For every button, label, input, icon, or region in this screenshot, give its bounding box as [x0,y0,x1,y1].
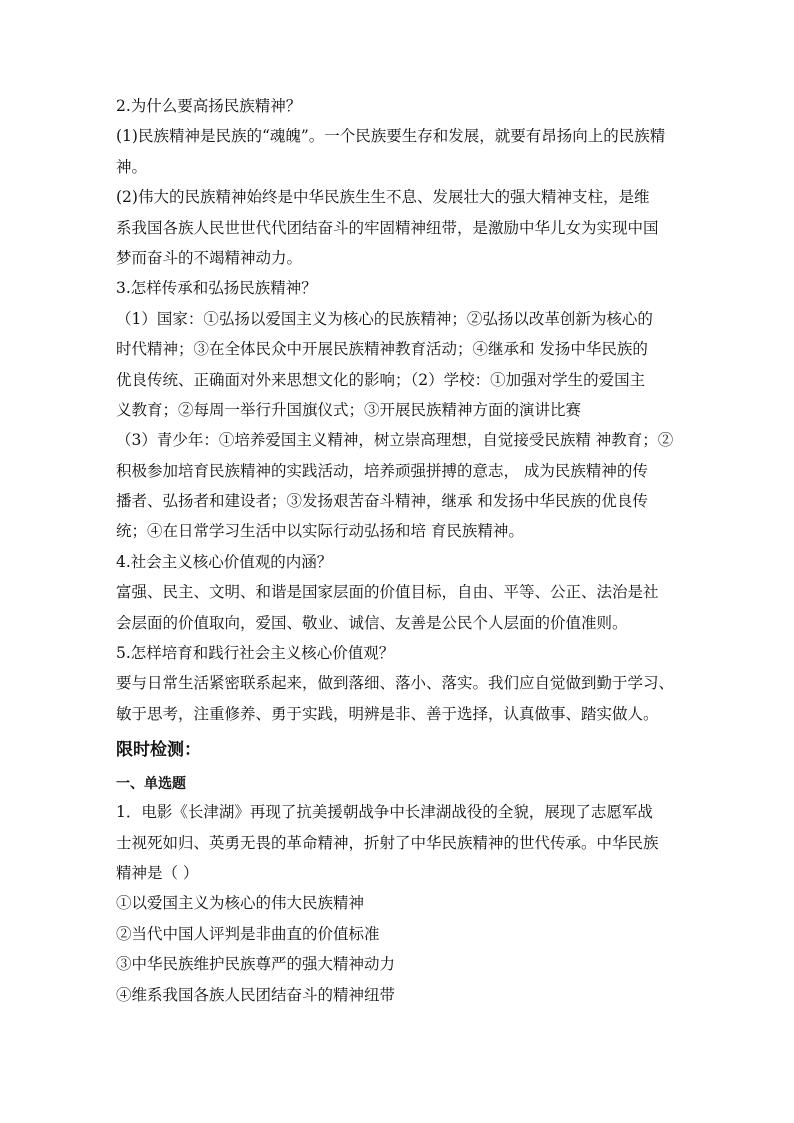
document-content [116,91,686,1010]
question-option: ④维系我国各族人民团结奋斗的精神纽带 [116,985,396,1004]
review-line: （1）国家：①弘扬以爱国主义为核心的民族精神；②弘扬以改革创新为核心的 [116,309,653,328]
question-option: ②当代中国人评判是非曲直的价值标准 [116,924,380,943]
question-option: ①以爱国主义为核心的伟大民族精神 [116,894,365,913]
review-line: 要与日常生活紧密联系起来，做到落细、落小、落实。我们应自觉做到勤于学习、 [116,674,675,693]
subsection-title: 一、单选题 [116,776,186,793]
review-line: 敏于思考，注重修养、勇于实践，明辨是非、善于选择，认真做事、踏实做人。 [116,704,659,723]
review-line: 会层面的价值取向，爱国、敬业、诚信、友善是公民个人层面的价值准则。 [116,613,628,632]
question-stem-line: 1．电影《长津湖》再现了抗美援朝战争中长津湖战役的全貌，展现了志愿军战 [116,803,653,822]
review-line: 优良传统、正确面对外来思想文化的影响；（2）学校：①加强对学生的爱国主 [116,370,646,389]
review-line: 系我国各族人民世世代代团结奋斗的牢固精神纽带，是激励中华儿女为实现中国 [116,218,659,237]
question-stem-line: 精神是（ ） [116,863,199,882]
review-line-heading-4: 4.社会主义核心价值观的内涵？ [116,552,333,571]
review-line: 梦而奋斗的不竭精神动力。 [116,248,303,267]
review-line: 时代精神；③在全体民众中开展民族精神教育活动；④继承和 发扬中华民族的 [116,340,648,359]
review-line: 积极参加培育民族精神的实践活动，培养顽强拼搏的意志， 成为民族精神的传 [116,461,648,480]
review-line: (2)伟大的民族精神始终是中华民族生生不息、发展壮大的强大精神支柱，是维 [116,188,650,207]
review-section [116,91,686,729]
question-1 [116,797,686,1010]
review-line: 播者、弘扬者和建设者；③发扬艰苦奋斗精神，继承 和发扬中华民族的优良传 [116,492,648,511]
question-option: ③中华民族维护民族尊严的强大精神动力 [116,955,396,974]
review-line-heading-2: 2.为什么要高扬民族精神？ [116,97,302,115]
review-line-heading-5: 5.怎样培育和践行社会主义核心价值观？ [116,644,395,663]
review-line: 统；④在日常学习生活中以实际行动弘扬和培 育民族精神。 [116,522,524,541]
question-stem-line: 士视死如归、英勇无畏的革命精神，折射了中华民族精神的世代传承。中华民族 [116,833,659,852]
section-title: 限时检测： [116,740,201,761]
review-line: (1)民族精神是民族的“魂魄”。一个民族要生存和发展，就要有昂扬向上的民族精 [116,127,666,146]
review-line: 富强、民主、文明、和谐是国家层面的价值目标，自由、平等、公正、法治是社 [116,583,659,602]
review-line: 神。 [116,157,148,176]
review-line: （3）青少年：①培养爱国主义精神，树立崇高理想，自觉接受民族精 神教育；② [116,431,674,450]
review-line-heading-3: 3.怎样传承和弘扬民族精神？ [116,279,317,298]
review-line: 义教育；②每周一举行升国旗仪式；③开展民族精神方面的演讲比赛 [116,400,582,419]
